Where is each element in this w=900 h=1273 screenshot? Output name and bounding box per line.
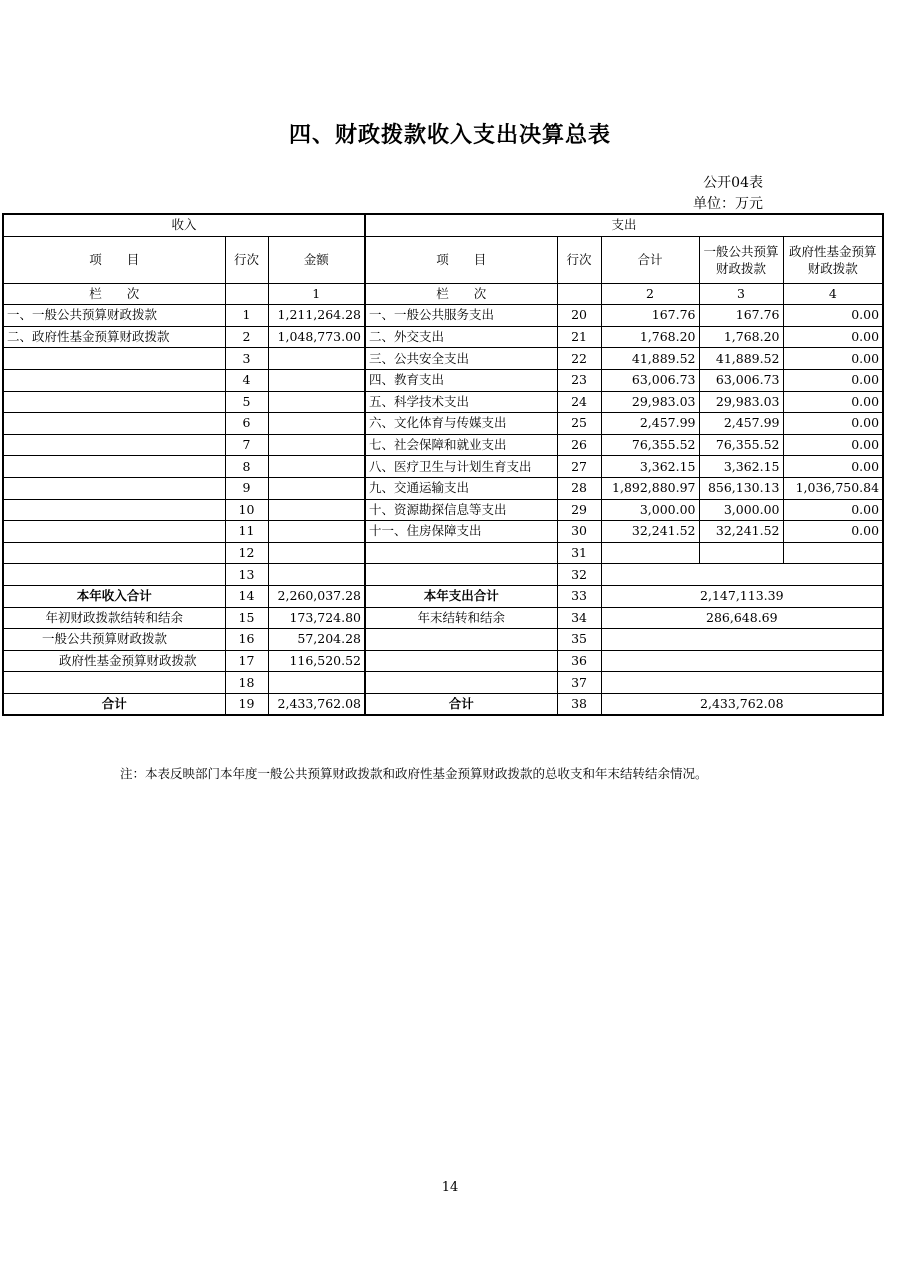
- expense-row-no: 25: [557, 413, 601, 435]
- expense-general: 76,355.52: [699, 434, 783, 456]
- grand-total-ex-amount: 2,433,762.08: [601, 693, 883, 715]
- expense-row-no: 21: [557, 326, 601, 348]
- begin-fund-label: 政府性基金预算财政拨款: [3, 650, 225, 672]
- expense-row-no: 26: [557, 434, 601, 456]
- income-item-header: 项 目: [3, 236, 225, 283]
- expense-row-no: 30: [557, 521, 601, 543]
- income-item: [3, 348, 225, 370]
- expense-row-no: 24: [557, 391, 601, 413]
- income-subtotal-amount: 2,260,037.28: [268, 585, 365, 607]
- expense-total: 1,892,880.97: [601, 477, 699, 499]
- income-amount: [268, 348, 365, 370]
- table-row: [3, 369, 883, 391]
- page-number: 14: [441, 1180, 459, 1195]
- expense-item: 九、交通运输支出: [365, 477, 557, 499]
- table-row: [3, 391, 883, 413]
- income-row-no: 12: [225, 542, 268, 564]
- table-row: [3, 477, 883, 499]
- expense-column-label: 栏 次: [365, 283, 557, 305]
- begin-fund-amount: 116,520.52: [268, 650, 365, 672]
- table-note: 注：本表反映部门本年度一般公共预算财政拨款和政府性基金预算财政拨款的总收支和年末结转结余情况。: [120, 766, 708, 781]
- header-row-column-numbers: [3, 283, 883, 305]
- col-number-1: 1: [268, 283, 365, 305]
- expense-fund: 0.00: [783, 413, 883, 435]
- expense-total: 76,355.52: [601, 434, 699, 456]
- expense-subtotal-label: 本年支出合计: [365, 585, 557, 607]
- expense-total: [601, 542, 699, 564]
- expense-item: 二、外交支出: [365, 326, 557, 348]
- income-row-no: 8: [225, 456, 268, 478]
- expense-item: [365, 542, 557, 564]
- expense-fund: 0.00: [783, 305, 883, 327]
- expense-general-header: 一般公共预算财政拨款: [699, 236, 783, 283]
- income-item: [3, 499, 225, 521]
- subtotal-row: 本年收入合计 14 2,260,037.28 本年支出合计 33 2,147,113.39: [3, 585, 883, 607]
- expense-total: 32,241.52: [601, 521, 699, 543]
- carryover-begin-amount: 173,724.80: [268, 607, 365, 629]
- table-row: 13 32: [3, 564, 883, 586]
- expense-item: 五、科学技术支出: [365, 391, 557, 413]
- expense-item: 十、资源勘探信息等支出: [365, 499, 557, 521]
- income-item: 二、政府性基金预算财政拨款: [3, 326, 225, 348]
- table-row: 18 37: [3, 672, 883, 694]
- grand-total-row: 合计 19 2,433,762.08 合计 38 2,433,762.08: [3, 693, 883, 715]
- appropriation-summary-table: [2, 213, 884, 716]
- income-item: [3, 456, 225, 478]
- expense-item: 四、教育支出: [365, 369, 557, 391]
- table-row: [3, 521, 883, 543]
- expense-item: 六、文化体育与传媒支出: [365, 413, 557, 435]
- header-row-sections: [3, 214, 883, 236]
- expense-general: 29,983.03: [699, 391, 783, 413]
- income-subtotal-label: 本年收入合计: [3, 585, 225, 607]
- income-row-no: 2: [225, 326, 268, 348]
- expense-fund-header: 政府性基金预算财政拨款: [783, 236, 883, 283]
- income-amount: [268, 413, 365, 435]
- expense-item: 十一、住房保障支出: [365, 521, 557, 543]
- income-amount: [268, 521, 365, 543]
- income-amount: [268, 391, 365, 413]
- expense-general: 3,000.00: [699, 499, 783, 521]
- income-item: [3, 477, 225, 499]
- expense-fund: 1,036,750.84: [783, 477, 883, 499]
- table-row: [3, 499, 883, 521]
- expense-total: 1,768.20: [601, 326, 699, 348]
- income-row-no: 7: [225, 434, 268, 456]
- carryover-end-amount: 286,648.69: [601, 607, 883, 629]
- header-row-columns: [3, 236, 883, 283]
- income-amount: [268, 456, 365, 478]
- income-row-no: 6: [225, 413, 268, 435]
- income-rowno-header: 行次: [225, 236, 268, 283]
- income-item: [3, 434, 225, 456]
- table-row: [3, 305, 883, 327]
- col-number-3: 3: [699, 283, 783, 305]
- income-amount: [268, 369, 365, 391]
- expense-total: 29,983.03: [601, 391, 699, 413]
- income-amount: [268, 434, 365, 456]
- unit-label: 单位：万元: [693, 196, 763, 212]
- income-header: 收入: [3, 214, 365, 236]
- income-column-label: 栏 次: [3, 283, 225, 305]
- expense-total: 3,362.15: [601, 456, 699, 478]
- income-amount: 1,048,773.00: [268, 326, 365, 348]
- income-row-no: 11: [225, 521, 268, 543]
- income-row-no: 4: [225, 369, 268, 391]
- expense-total: 63,006.73: [601, 369, 699, 391]
- expense-general: 167.76: [699, 305, 783, 327]
- table-row: [3, 348, 883, 370]
- expense-row-no: 27: [557, 456, 601, 478]
- income-row-no: 9: [225, 477, 268, 499]
- income-item: [3, 542, 225, 564]
- expense-fund: 0.00: [783, 391, 883, 413]
- expense-general: 856,130.13: [699, 477, 783, 499]
- expense-total: 41,889.52: [601, 348, 699, 370]
- expense-general: [699, 542, 783, 564]
- income-item: [3, 391, 225, 413]
- expense-general: 3,362.15: [699, 456, 783, 478]
- income-row-no: 5: [225, 391, 268, 413]
- expense-subtotal-amount: 2,147,113.39: [601, 585, 883, 607]
- income-amount: 1,211,264.28: [268, 305, 365, 327]
- expense-fund: 0.00: [783, 456, 883, 478]
- expense-rowno-header: 行次: [557, 236, 601, 283]
- table-code: 公开04表: [703, 175, 763, 191]
- expense-total: 2,457.99: [601, 413, 699, 435]
- expense-row-no: 29: [557, 499, 601, 521]
- income-amount: [268, 477, 365, 499]
- expense-fund: 0.00: [783, 499, 883, 521]
- carryover-row: 年初财政拨款结转和结余 15 173,724.80 年末结转和结余 34 286,648.69: [3, 607, 883, 629]
- expense-item: 一、一般公共服务支出: [365, 305, 557, 327]
- expense-row-no: 22: [557, 348, 601, 370]
- expense-item-header: 项 目: [365, 236, 557, 283]
- income-row-no: 10: [225, 499, 268, 521]
- income-item: [3, 413, 225, 435]
- expense-general: 32,241.52: [699, 521, 783, 543]
- income-amount: [268, 499, 365, 521]
- expense-item: 三、公共安全支出: [365, 348, 557, 370]
- expense-item: 八、医疗卫生与计划生育支出: [365, 456, 557, 478]
- table-row: [3, 542, 883, 564]
- expense-fund: 0.00: [783, 521, 883, 543]
- income-item: 一、一般公共预算财政拨款: [3, 305, 225, 327]
- expense-fund: 0.00: [783, 369, 883, 391]
- expense-total: 167.76: [601, 305, 699, 327]
- table-row: [3, 434, 883, 456]
- income-row-no: 1: [225, 305, 268, 327]
- expense-fund: [783, 542, 883, 564]
- carryover-begin-label: 年初财政拨款结转和结余: [3, 607, 225, 629]
- grand-total-in-amount: 2,433,762.08: [268, 693, 365, 715]
- grand-total-ex-label: 合计: [365, 693, 557, 715]
- table-row: 政府性基金预算财政拨款 17 116,520.52 36: [3, 650, 883, 672]
- table-row: [3, 413, 883, 435]
- page-title: 四、财政拨款收入支出决算总表: [288, 123, 611, 148]
- expense-row-no: 28: [557, 477, 601, 499]
- expense-total: 3,000.00: [601, 499, 699, 521]
- expense-general: 63,006.73: [699, 369, 783, 391]
- table-row: [3, 456, 883, 478]
- expense-general: 2,457.99: [699, 413, 783, 435]
- expense-fund: 0.00: [783, 348, 883, 370]
- expense-row-no: 23: [557, 369, 601, 391]
- col-number-2: 2: [601, 283, 699, 305]
- income-amount-header: 金额: [268, 236, 365, 283]
- income-item: [3, 521, 225, 543]
- expense-row-no: 31: [557, 542, 601, 564]
- expense-header: 支出: [365, 214, 883, 236]
- expense-fund: 0.00: [783, 326, 883, 348]
- expense-total-header: 合计: [601, 236, 699, 283]
- expense-fund: 0.00: [783, 434, 883, 456]
- table-row: 一般公共预算财政拨款 16 57,204.28 35: [3, 629, 883, 651]
- table-row: [3, 326, 883, 348]
- begin-general-label: 一般公共预算财政拨款: [3, 629, 225, 651]
- income-amount: [268, 542, 365, 564]
- expense-item: 七、社会保障和就业支出: [365, 434, 557, 456]
- carryover-end-label: 年末结转和结余: [365, 607, 557, 629]
- col-number-4: 4: [783, 283, 883, 305]
- expense-general: 1,768.20: [699, 326, 783, 348]
- expense-row-no: 20: [557, 305, 601, 327]
- income-item: [3, 369, 225, 391]
- income-row-no: 3: [225, 348, 268, 370]
- expense-general: 41,889.52: [699, 348, 783, 370]
- grand-total-in-label: 合计: [3, 693, 225, 715]
- begin-general-amount: 57,204.28: [268, 629, 365, 651]
